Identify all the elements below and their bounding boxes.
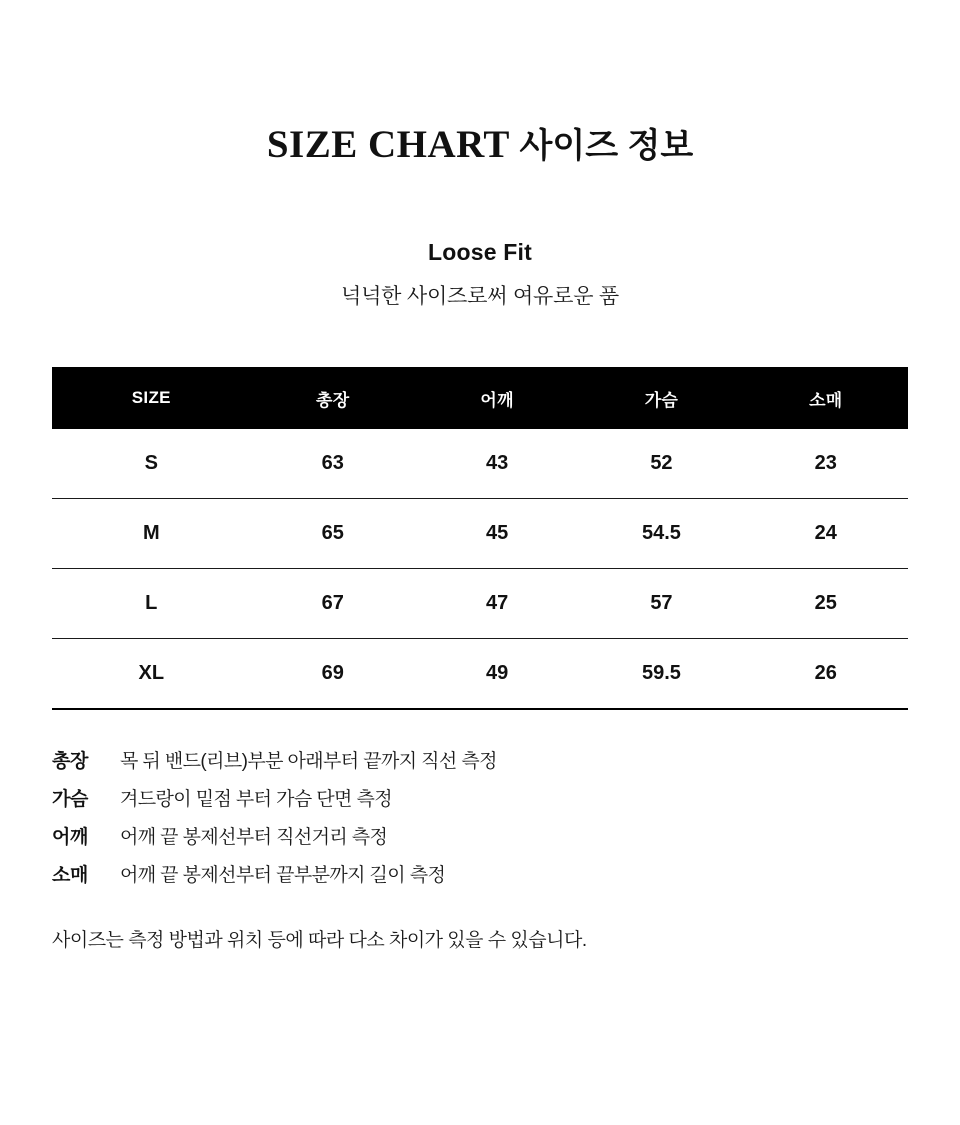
note-label: 총장 [52, 751, 89, 772]
cell-chest: 52 [579, 429, 743, 499]
cell-shoulder: 45 [415, 499, 579, 569]
table-row [52, 639, 908, 710]
fit-name: Loose Fit [427, 239, 533, 265]
size-table-body [52, 429, 908, 709]
cell-shoulder: 49 [415, 639, 579, 710]
note-text: 어깨 끝 봉제선부터 직선거리 측정 [120, 827, 388, 848]
note-text: 겨드랑이 밑점 부터 가슴 단면 측정 [120, 789, 392, 810]
note-item [52, 746, 908, 773]
note-label: 가슴 [52, 789, 89, 810]
page-title-kr: 사이즈 정보 [519, 127, 694, 165]
cell-shoulder: 47 [415, 569, 579, 639]
note-text: 어깨 끝 봉제선부터 끝부분까지 길이 측정 [120, 865, 446, 886]
note-label: 어깨 [52, 827, 89, 848]
note-label: 소매 [52, 865, 89, 886]
size-table-container [52, 367, 908, 710]
table-row [52, 429, 908, 499]
cell-sleeve: 26 [744, 639, 908, 710]
note-text: 목 뒤 밴드(리브)부분 아래부터 끝까지 직선 측정 [120, 751, 497, 772]
table-header-cell-chest: 가슴 [579, 367, 743, 429]
table-header-row [52, 367, 908, 429]
cell-chest: 54.5 [579, 499, 743, 569]
page-title [0, 0, 960, 167]
measurement-notes [52, 746, 908, 887]
table-header-cell-size: SIZE [52, 367, 251, 429]
cell-sleeve: 24 [744, 499, 908, 569]
table-header-cell-shoulder: 어깨 [415, 367, 579, 429]
table-header-cell-length: 총장 [251, 367, 415, 429]
cell-chest: 59.5 [579, 639, 743, 710]
size-table [52, 367, 908, 710]
size-table-head [52, 367, 908, 429]
table-row [52, 569, 908, 639]
note-item [52, 784, 908, 811]
cell-chest: 57 [579, 569, 743, 639]
page-title-en: SIZE CHART [266, 123, 510, 166]
cell-sleeve: 23 [744, 429, 908, 499]
fit-block [0, 239, 960, 310]
note-item [52, 822, 908, 849]
cell-sleeve: 25 [744, 569, 908, 639]
footnote: 사이즈는 측정 방법과 위치 등에 따라 다소 차이가 있을 수 있습니다. [52, 930, 587, 951]
cell-length: 69 [251, 639, 415, 710]
cell-size: M [52, 499, 251, 569]
table-row [52, 499, 908, 569]
cell-size: XL [52, 639, 251, 710]
cell-length: 65 [251, 499, 415, 569]
table-header-cell-sleeve: 소매 [744, 367, 908, 429]
fit-description: 넉넉한 사이즈로써 여유로운 품 [340, 285, 620, 308]
cell-size: L [52, 569, 251, 639]
cell-shoulder: 43 [415, 429, 579, 499]
cell-length: 67 [251, 569, 415, 639]
note-item [52, 860, 908, 887]
cell-size: S [52, 429, 251, 499]
cell-length: 63 [251, 429, 415, 499]
